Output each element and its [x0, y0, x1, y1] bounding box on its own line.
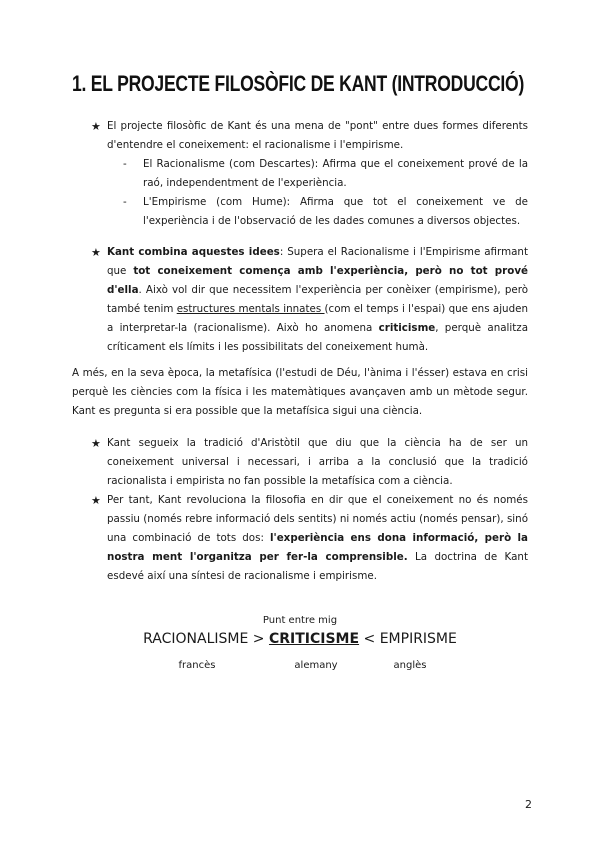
- revolution-bullet-text: [107, 491, 528, 586]
- bold-statement: l'experiència ens dona informació, però la nostra ment l'organitza per fer-la comprensible.: [107, 532, 528, 563]
- diagram-left: RACIONALISME >: [143, 631, 265, 647]
- text-run: Per tant, Kant revoluciona la filosofia en dir que el coneixement no és només passiu (només rebre informació dels sentits) ni només actiu (només pensar), sinó una combinació de tots dos:: [107, 494, 528, 544]
- text-run: : Supera el Racionalisme i l'Empirisme afirmant que: [107, 246, 528, 277]
- diagram-caption: Punt entre mig: [262, 615, 338, 626]
- text-run: (com el temps i l'espai) que ens ajuden a interpretar-la (racionalisme). Això ho anomena: [107, 303, 528, 334]
- rationalism-item: El Racionalisme (com Descartes): Afirma que el coneixement prové de la raó, independentment de l'experiència.: [143, 158, 528, 189]
- criticism-term: criticisme: [378, 322, 436, 334]
- underlined-term: estructures mentals innates: [176, 303, 325, 315]
- intro-bullet-text: El projecte filosòfic de Kant és una mena de "pont" entre dues formes diferents d'entendre el coneixement: el racionalisme i l'empirisme.: [107, 120, 528, 151]
- bold-statement: tot coneixement comença amb l'experiència, però no tot prové d'ella: [107, 265, 529, 296]
- diagram-line: [0, 627, 600, 651]
- empiricism-item: L'Empirisme (com Hume): Afirma que tot el coneixement ve de l'experiència i de l'observació de les dades comunes a diversos objectes.: [143, 196, 528, 227]
- dash-marker: -: [123, 158, 127, 170]
- diagram-right: < EMPIRISME: [363, 631, 457, 647]
- text-run: . Això vol dir que necessitem l'experiència per conèixer (empirisme), però també tenim: [107, 284, 528, 315]
- text-run: , perquè analitza críticament els límits i les possibilitats del coneixement humà.: [107, 322, 529, 353]
- bullet-star-icon: ★: [91, 494, 101, 507]
- page-number: 2: [525, 798, 532, 811]
- lead-bold: Kant combina aquestes idees: [107, 246, 280, 258]
- dash-marker: -: [123, 196, 127, 208]
- text-run: La doctrina de Kant esdevé així una síntesi de racionalisme i empirisme.: [107, 551, 528, 582]
- bullet-star-icon: ★: [91, 246, 101, 259]
- bullet-star-icon: ★: [91, 437, 101, 450]
- diagram-left-language: francès: [178, 660, 216, 671]
- metaphysics-paragraph: A més, en la seva època, la metafísica (l'estudi de Déu, l'ànima i l'ésser) estava en crisi perquè les ciències com la física i les matemàtiques avançaven amb un mètode segur. Kant es pregunta si era possible que la metafísica sigui una ciència.: [72, 367, 528, 417]
- aristotle-bullet-text: Kant segueix la tradició d'Aristòtil que diu que la ciència ha de ser un coneixement universal i necessari, i arriba a la conclusió que la tradició racionalista i empirista no fan possible la metafísica com a ciència.: [107, 437, 528, 487]
- kant-combines-paragraph: [107, 243, 528, 357]
- bullet-star-icon: ★: [91, 120, 101, 133]
- diagram-right-language: anglès: [393, 660, 427, 671]
- diagram-center-language: alemany: [294, 660, 338, 671]
- diagram-center: CRITICISME: [268, 631, 360, 647]
- page-title: 1. EL PROJECTE FILOSÒFIC DE KANT (INTRODUCCIÓ): [72, 71, 525, 96]
